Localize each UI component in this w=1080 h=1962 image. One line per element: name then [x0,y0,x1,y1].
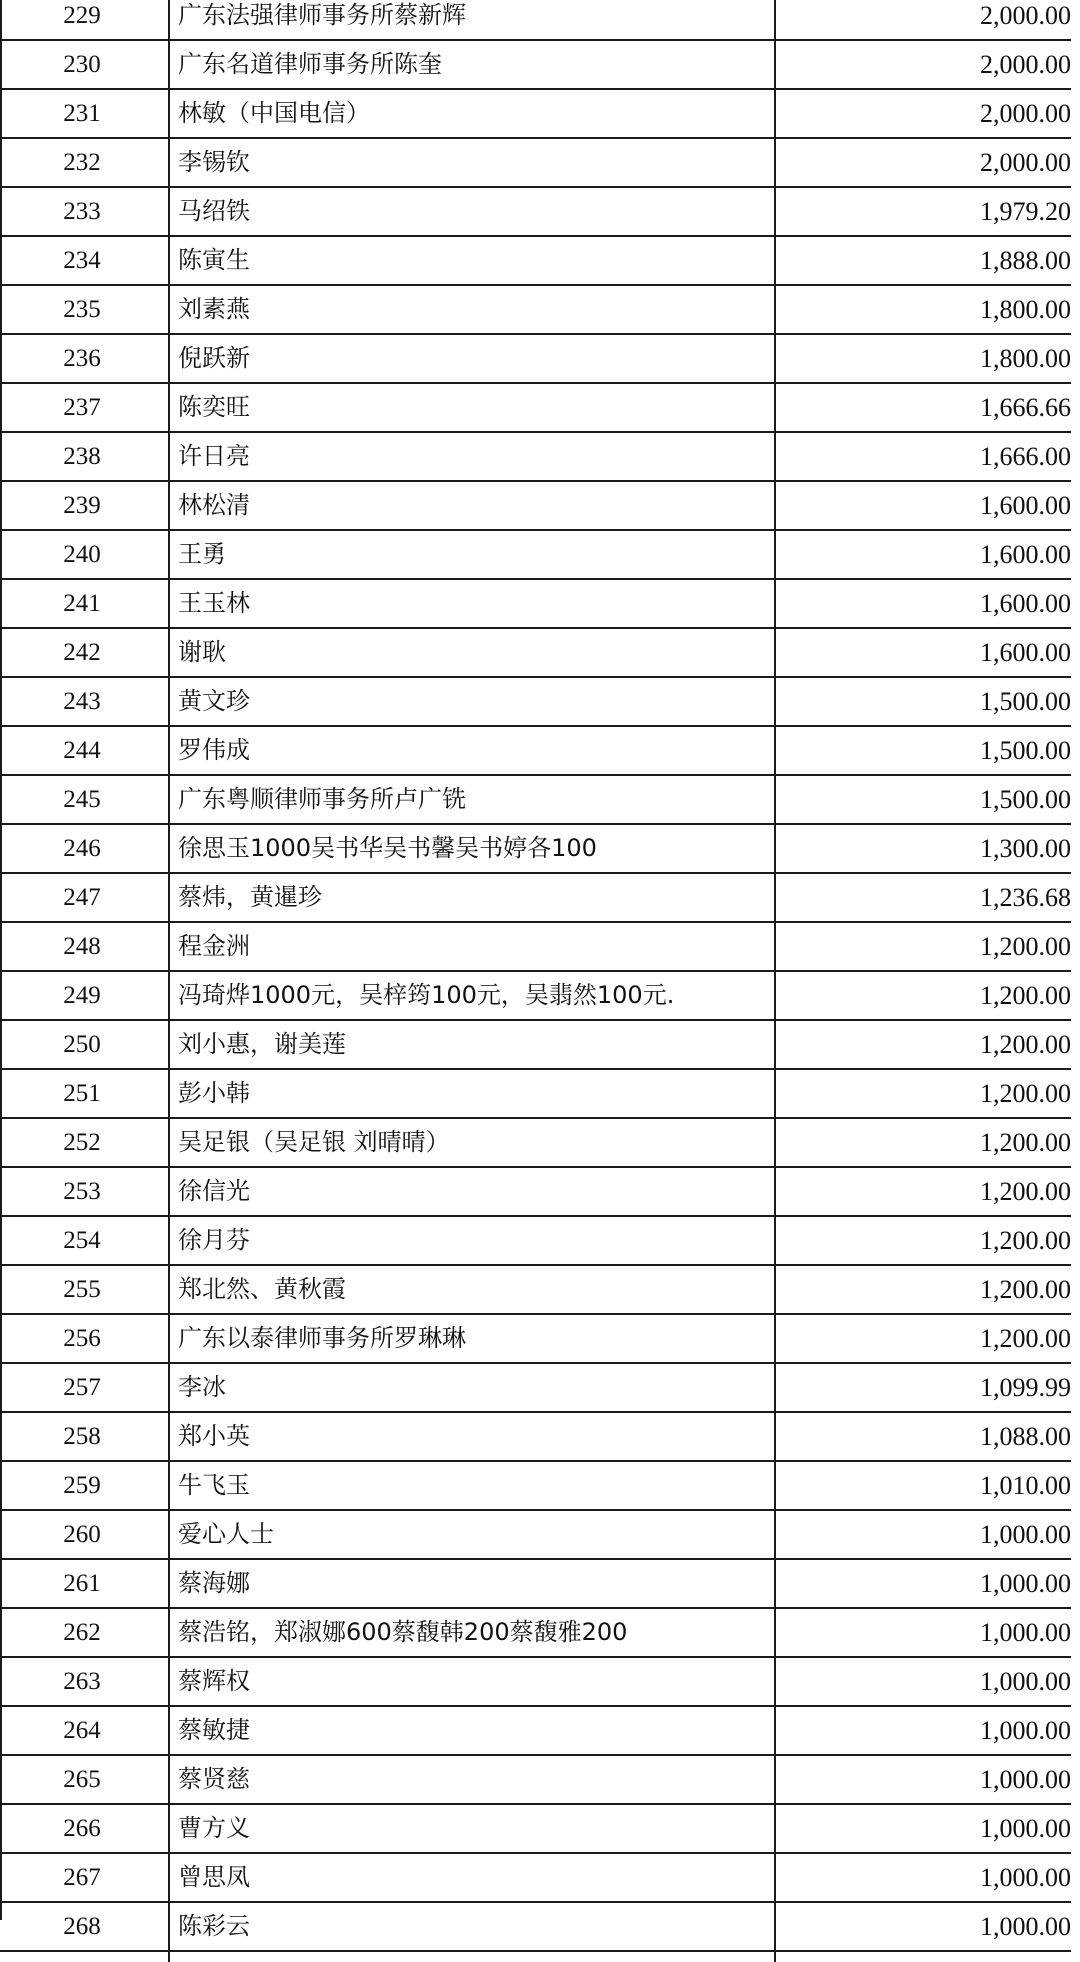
empty-cell [775,1951,1071,1962]
row-number: 248 [0,922,169,971]
row-number: 259 [0,1461,169,1510]
donation-amount: 1,200.00 [775,1265,1071,1314]
donor-name: 徐信光 [169,1167,775,1216]
donation-amount: 1,200.00 [775,1314,1071,1363]
row-number: 237 [0,383,169,432]
table-row [0,824,1071,873]
row-number: 256 [0,1314,169,1363]
donor-name: 黄文珍 [169,677,775,726]
donor-name: 蔡炜，黄暹珍 [169,873,775,922]
table-row [0,1608,1071,1657]
row-number: 261 [0,1559,169,1608]
table-row [0,1706,1071,1755]
table-row [0,40,1071,89]
donation-amount: 1,600.00 [775,628,1071,677]
donation-amount: 1,200.00 [775,1069,1071,1118]
table-row [0,775,1071,824]
row-number: 255 [0,1265,169,1314]
donor-name: 曾思凤 [169,1853,775,1902]
donor-name: 彭小韩 [169,1069,775,1118]
donation-amount: 1,000.00 [775,1559,1071,1608]
row-number: 246 [0,824,169,873]
row-number: 231 [0,89,169,138]
row-number: 244 [0,726,169,775]
table-row [0,726,1071,775]
table-row-partial [0,1951,1071,1962]
donation-amount: 1,666.00 [775,432,1071,481]
donor-name: 郑北然、黄秋霞 [169,1265,775,1314]
table-row [0,89,1071,138]
row-number: 257 [0,1363,169,1412]
row-number: 254 [0,1216,169,1265]
donor-name: 罗伟成 [169,726,775,775]
donor-name: 蔡贤慈 [169,1755,775,1804]
donor-name: 李锡钦 [169,138,775,187]
donor-name: 林松清 [169,481,775,530]
donation-amount: 1,500.00 [775,775,1071,824]
donor-name: 许日亮 [169,432,775,481]
donor-name: 程金洲 [169,922,775,971]
empty-cell [169,1951,775,1962]
donor-name: 蔡辉权 [169,1657,775,1706]
donation-amount: 1,236.68 [775,873,1071,922]
donation-amount: 1,200.00 [775,971,1071,1020]
donation-amount: 1,099.99 [775,1363,1071,1412]
donor-name: 蔡海娜 [169,1559,775,1608]
table-row [0,236,1071,285]
table-row [0,0,1071,40]
donor-name: 牛飞玉 [169,1461,775,1510]
donation-amount: 1,800.00 [775,285,1071,334]
row-number: 236 [0,334,169,383]
row-number: 235 [0,285,169,334]
table-row [0,138,1071,187]
table-row [0,1657,1071,1706]
table-row [0,530,1071,579]
table-row [0,628,1071,677]
table-row [0,1804,1071,1853]
donor-name: 广东粤顺律师事务所卢广铣 [169,775,775,824]
row-number: 232 [0,138,169,187]
table-row [0,873,1071,922]
donor-name: 吴足银（吴足银 刘晴晴） [169,1118,775,1167]
row-number: 249 [0,971,169,1020]
donation-amount: 1,200.00 [775,1167,1071,1216]
row-number: 245 [0,775,169,824]
row-number: 243 [0,677,169,726]
table-left-border [0,0,2,1920]
donor-name: 马绍铁 [169,187,775,236]
donation-amount: 1,666.66 [775,383,1071,432]
donation-amount: 1,000.00 [775,1510,1071,1559]
donor-name: 陈奕旺 [169,383,775,432]
donor-name: 陈寅生 [169,236,775,285]
donation-amount: 1,200.00 [775,922,1071,971]
donation-amount: 1,000.00 [775,1755,1071,1804]
row-number: 239 [0,481,169,530]
table-row [0,971,1071,1020]
donor-name: 爱心人士 [169,1510,775,1559]
donation-amount: 1,000.00 [775,1608,1071,1657]
table-row [0,1020,1071,1069]
row-number: 265 [0,1755,169,1804]
donation-amount: 1,600.00 [775,579,1071,628]
table-row [0,1412,1071,1461]
table-row [0,579,1071,628]
table-row [0,1069,1071,1118]
donor-name: 冯琦烨1000元，吴梓筠100元，吴翡然100元. [169,971,775,1020]
donation-amount: 1,088.00 [775,1412,1071,1461]
row-number: 241 [0,579,169,628]
table-row [0,1559,1071,1608]
table-row [0,432,1071,481]
row-number: 264 [0,1706,169,1755]
table-row [0,1461,1071,1510]
donor-name: 刘素燕 [169,285,775,334]
donation-amount: 1,500.00 [775,677,1071,726]
donation-amount: 1,000.00 [775,1706,1071,1755]
table-row [0,481,1071,530]
table-row [0,1118,1071,1167]
table-row [0,285,1071,334]
table-row [0,677,1071,726]
donation-amount: 1,600.00 [775,481,1071,530]
table-row [0,1314,1071,1363]
donation-amount: 2,000.00 [775,40,1071,89]
donor-name: 蔡敏捷 [169,1706,775,1755]
row-number: 262 [0,1608,169,1657]
donor-name: 曹方义 [169,1804,775,1853]
row-number: 238 [0,432,169,481]
row-number: 229 [0,0,169,40]
donation-amount: 1,010.00 [775,1461,1071,1510]
donor-name: 徐月芬 [169,1216,775,1265]
table-row [0,1167,1071,1216]
table-row [0,334,1071,383]
donor-name: 倪跃新 [169,334,775,383]
donor-name: 广东以泰律师事务所罗琳琳 [169,1314,775,1363]
donor-name: 王玉林 [169,579,775,628]
empty-cell [0,1951,169,1962]
donor-name: 王勇 [169,530,775,579]
donor-name: 郑小英 [169,1412,775,1461]
donor-name: 广东法强律师事务所蔡新辉 [169,0,775,40]
donation-amount: 1,979.20 [775,187,1071,236]
donation-amount: 1,200.00 [775,1118,1071,1167]
row-number: 240 [0,530,169,579]
donation-amount: 1,000.00 [775,1902,1071,1951]
donation-amount: 1,200.00 [775,1020,1071,1069]
row-number: 267 [0,1853,169,1902]
donor-name: 谢耿 [169,628,775,677]
donor-name: 广东名道律师事务所陈奎 [169,40,775,89]
table-row [0,1510,1071,1559]
donation-amount: 1,800.00 [775,334,1071,383]
donation-amount: 1,500.00 [775,726,1071,775]
donation-amount: 2,000.00 [775,138,1071,187]
table-row [0,922,1071,971]
donor-name: 陈彩云 [169,1902,775,1951]
row-number: 233 [0,187,169,236]
donation-amount: 1,000.00 [775,1657,1071,1706]
donation-amount: 1,000.00 [775,1853,1071,1902]
row-number: 247 [0,873,169,922]
row-number: 234 [0,236,169,285]
row-number: 230 [0,40,169,89]
row-number: 253 [0,1167,169,1216]
row-number: 263 [0,1657,169,1706]
donation-amount: 2,000.00 [775,89,1071,138]
row-number: 242 [0,628,169,677]
donation-amount: 2,000.00 [775,0,1071,40]
row-number: 250 [0,1020,169,1069]
donor-name: 林敏（中国电信） [169,89,775,138]
table-row [0,383,1071,432]
row-number: 258 [0,1412,169,1461]
table-row [0,187,1071,236]
table-row [0,1755,1071,1804]
donation-amount: 1,200.00 [775,1216,1071,1265]
table-row [0,1216,1071,1265]
row-number: 266 [0,1804,169,1853]
donation-amount: 1,000.00 [775,1804,1071,1853]
donor-name: 徐思玉1000吴书华吴书馨吴书婷各100 [169,824,775,873]
row-number: 251 [0,1069,169,1118]
donor-name: 李冰 [169,1363,775,1412]
table-row [0,1853,1071,1902]
table-row [0,1902,1071,1951]
donation-amount: 1,600.00 [775,530,1071,579]
row-number: 260 [0,1510,169,1559]
table-row [0,1363,1071,1412]
donation-amount: 1,888.00 [775,236,1071,285]
donation-amount: 1,300.00 [775,824,1071,873]
row-number: 268 [0,1902,169,1951]
donor-name: 刘小惠，谢美莲 [169,1020,775,1069]
donor-name: 蔡浩铭，郑淑娜600蔡馥韩200蔡馥雅200 [169,1608,775,1657]
table-row [0,1265,1071,1314]
row-number: 252 [0,1118,169,1167]
